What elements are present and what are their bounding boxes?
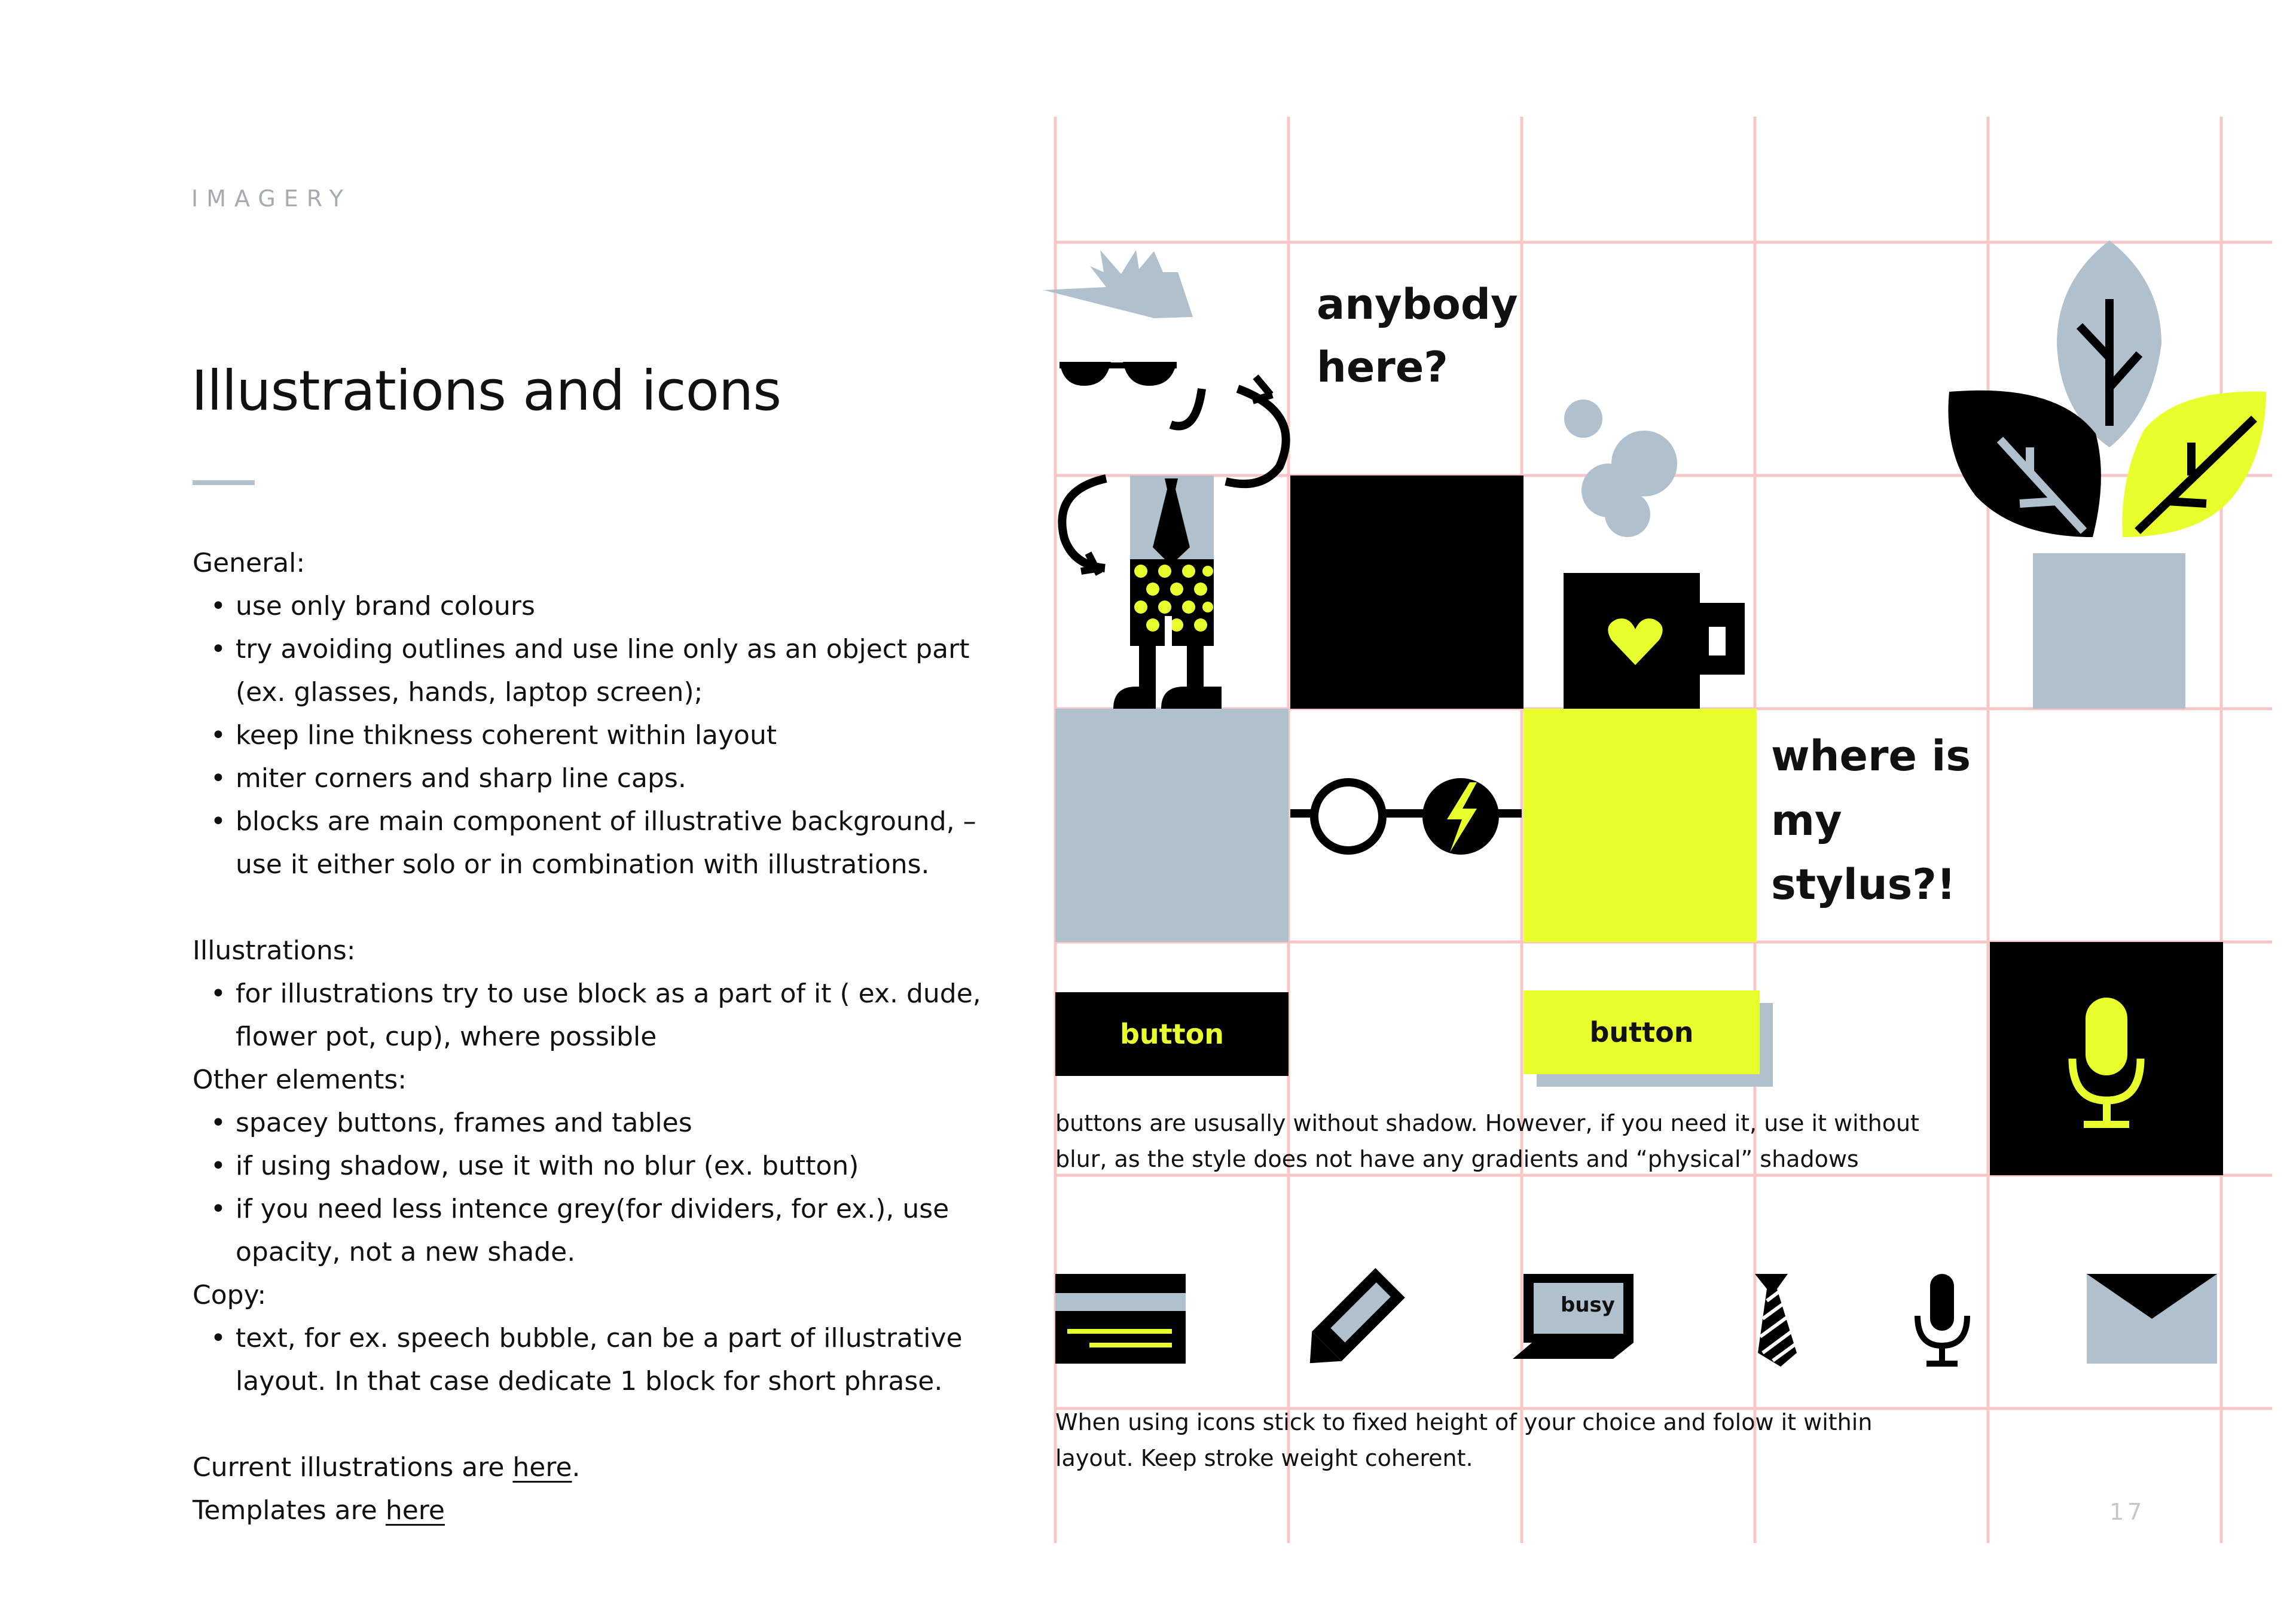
templates-link[interactable]: here xyxy=(385,1495,445,1526)
microphone-icon xyxy=(1918,1274,1967,1367)
black-block xyxy=(1290,475,1523,709)
bullet-dot: • xyxy=(210,1108,226,1138)
speech-stylus-line3: stylus?! xyxy=(1771,860,1956,909)
plant-pot xyxy=(2033,553,2185,709)
general-heading: General: xyxy=(193,548,306,578)
dude-shoe-left xyxy=(1113,687,1156,709)
general-item: use only brand colours xyxy=(236,591,535,621)
coffee-cup-illustration xyxy=(1564,400,1745,709)
general-item: keep line thikness coherent within layout xyxy=(236,720,777,751)
bullet-dot: • xyxy=(210,1323,226,1353)
speech-stylus-line2: my xyxy=(1771,796,1842,845)
dude-shoe-right xyxy=(1161,687,1222,709)
dude-hair xyxy=(1043,250,1193,318)
bullet-dot: • xyxy=(210,591,226,621)
envelope-icon xyxy=(2087,1274,2217,1364)
bullet-dot: • xyxy=(210,978,226,1009)
credit-card-icon xyxy=(1055,1274,1186,1364)
section-label: IMAGERY xyxy=(191,185,352,212)
dude-arm xyxy=(1062,478,1106,568)
other-item-continued: opacity, not a new shade. xyxy=(236,1237,576,1267)
other-item: if using shadow, use it with no blur (ex. button) xyxy=(236,1151,859,1181)
bullet-dot: • xyxy=(210,763,226,794)
speech-anybody-line2: here? xyxy=(1317,343,1448,392)
bullet-dot: • xyxy=(210,1151,226,1181)
dude-illustration xyxy=(1043,250,1286,709)
general-item: blocks are main component of illustrative background, – xyxy=(236,806,976,837)
page-number: 17 xyxy=(2109,1499,2146,1525)
speech-stylus-line1: where is xyxy=(1771,731,1971,780)
tie-icon xyxy=(1755,1274,1797,1367)
templates-prefix: Templates are xyxy=(193,1495,386,1526)
bullet-dot: • xyxy=(210,1194,226,1224)
illustrations-item: for illustrations try to use block as a part of it ( ex. dude, xyxy=(236,978,981,1009)
bullet-dot: • xyxy=(210,806,226,837)
pencil-icon xyxy=(1295,1268,1405,1378)
grey-block xyxy=(1055,709,1289,942)
illustrations-heading: Illustrations: xyxy=(193,935,356,966)
glasses-illustration xyxy=(1290,778,1522,855)
buttons-caption-line2: blur, as the style does not have any gradients and “physical” shadows xyxy=(1055,1146,1859,1172)
general-item: miter corners and sharp line caps. xyxy=(236,763,686,794)
other-heading: Other elements: xyxy=(193,1065,407,1095)
bullet-dot: • xyxy=(210,720,226,751)
bullet-dot: • xyxy=(210,634,226,664)
laptop-busy-label: busy xyxy=(1561,1293,1615,1317)
yellow-block xyxy=(1523,709,1757,942)
dude-smile xyxy=(1171,389,1202,426)
copy-item: text, for ex. speech bubble, can be a part of illustrative xyxy=(236,1323,963,1353)
current-illustrations-suffix: . xyxy=(572,1452,581,1483)
other-item: if you need less intence grey(for dividers, for ex.), use xyxy=(236,1194,949,1224)
general-item-continued: (ex. glasses, hands, laptop screen); xyxy=(236,677,703,708)
general-item-continued: use it either solo or in combination with illustrations. xyxy=(236,849,930,880)
dark-button-example[interactable]: button xyxy=(1055,992,1289,1076)
copy-heading: Copy: xyxy=(193,1280,267,1310)
speech-anybody-line1: anybody xyxy=(1317,280,1518,329)
illustrations-item-continued: flower pot, cup), where possible xyxy=(236,1022,657,1052)
page-title: Illustrations and icons xyxy=(191,359,781,423)
current-illustrations-link[interactable]: here xyxy=(512,1452,572,1483)
copy-item-continued: layout. In that case dedicate 1 block for short phrase. xyxy=(236,1366,943,1397)
general-item: try avoiding outlines and use line only as an object part xyxy=(236,634,970,664)
yellow-button-example[interactable]: button xyxy=(1523,990,1760,1074)
icons-caption-line1: When using icons stick to fixed height of your choice and folow it within xyxy=(1055,1409,1873,1435)
icons-caption-line2: layout. Keep stroke weight coherent. xyxy=(1055,1445,1473,1471)
buttons-caption-line1: buttons are ususally without shadow. However, if you need it, use it without xyxy=(1055,1110,1919,1136)
current-illustrations-prefix: Current illustrations are xyxy=(193,1452,513,1483)
other-item: spacey buttons, frames and tables xyxy=(236,1108,692,1138)
